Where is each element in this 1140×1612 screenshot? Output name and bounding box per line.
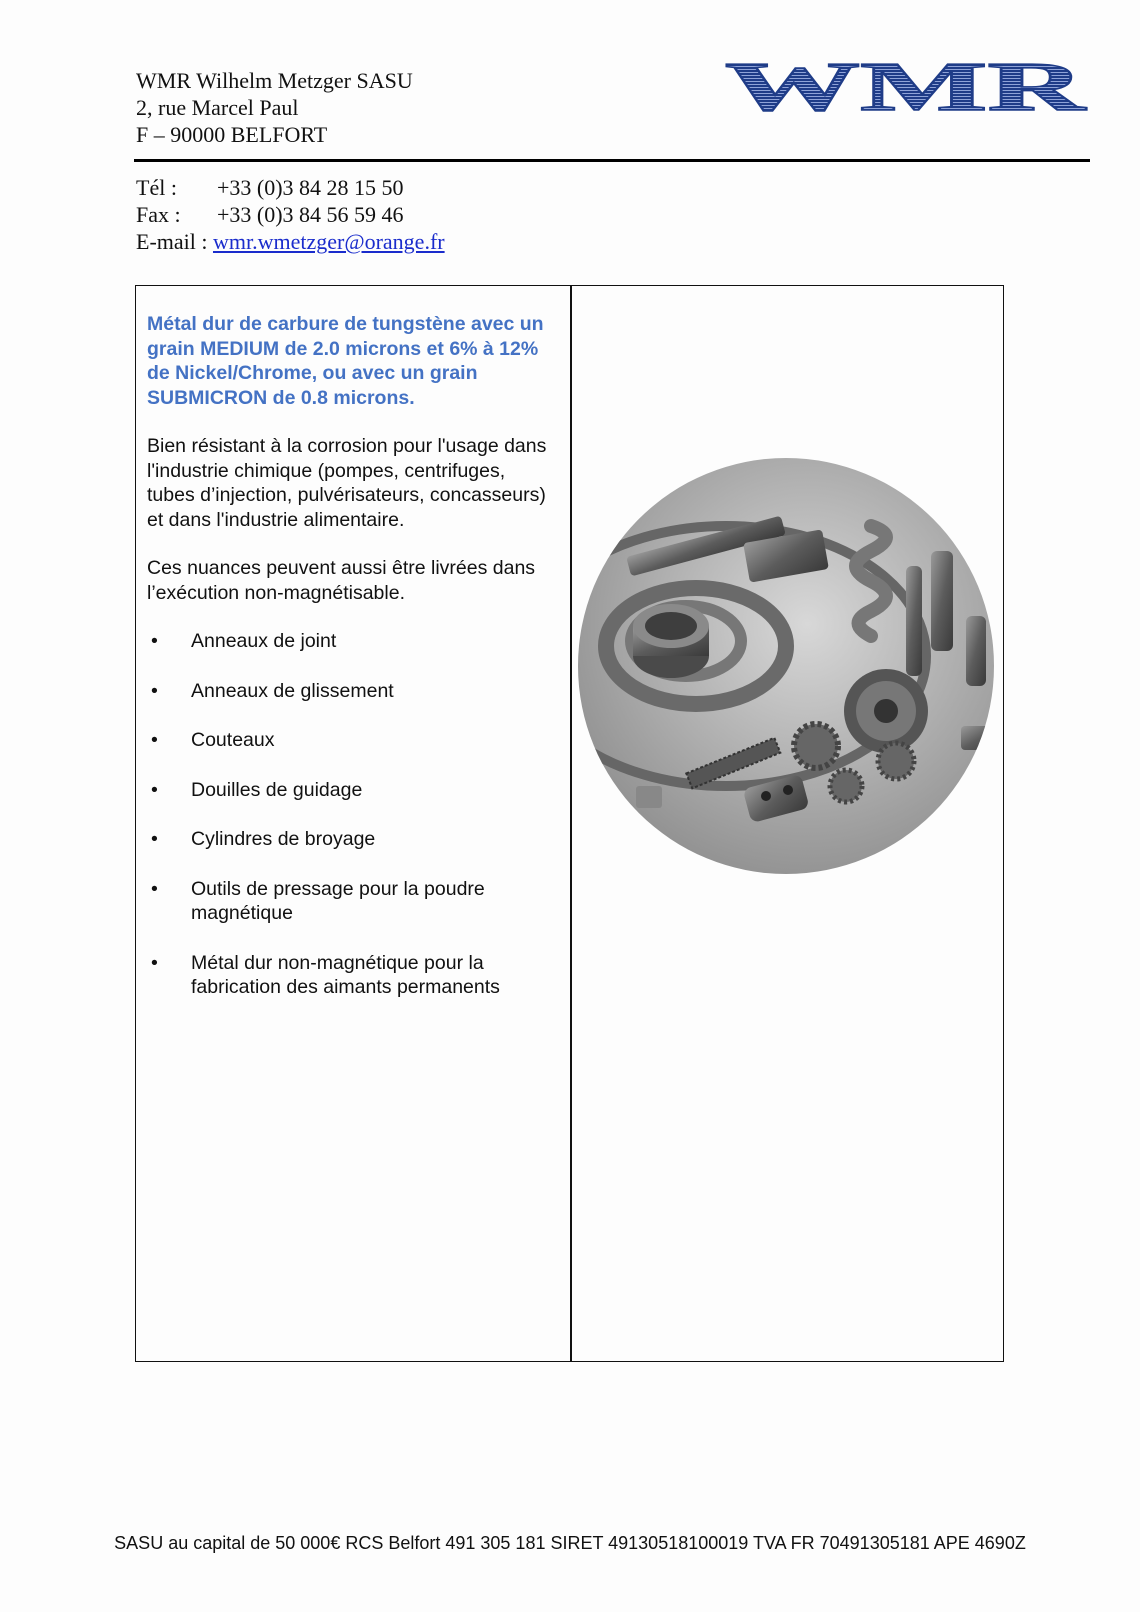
- contact-block: [136, 174, 445, 255]
- list-item: [147, 679, 557, 704]
- header-rule: [134, 159, 1090, 162]
- corrosion-paragraph: Bien résistant à la corrosion pour l'usage dans l'industrie chimique (pompes, centrifuges, tubes d’injection, pulvérisateurs, concasseurs) et dans l'industrie alimentaire.: [147, 435, 547, 531]
- list-item: [147, 629, 557, 654]
- bullet-icon: •: [151, 630, 158, 652]
- fax-label: Fax :: [136, 202, 181, 227]
- bullet-icon: •: [151, 877, 158, 900]
- list-item-label: Anneaux de glissement: [191, 679, 394, 702]
- list-item-label: Cylindres de broyage: [191, 828, 376, 850]
- bullet-icon: •: [151, 778, 158, 801]
- nonmagnetic-paragraph: Ces nuances peuvent aussi être livrées dans l’exécution non-magnétisable.: [147, 557, 536, 604]
- fax-row: [136, 201, 445, 228]
- list-item: [147, 877, 557, 926]
- bullet-icon: •: [151, 828, 158, 850]
- applications-list: [147, 629, 557, 1000]
- product-heading: Métal dur de carbure de tungstène avec un grain MEDIUM de 2.0 microns et 6% à 12% de Nickel/Chrome, ou avec un grain SUBMICRON de 0.8 microns.: [147, 313, 544, 409]
- company-address: [136, 67, 413, 148]
- wmr-logo: [720, 54, 1090, 120]
- phone-row: [136, 174, 445, 201]
- logo-text: WMR: [725, 54, 1088, 120]
- list-item-label: Outils de pressage pour la poudre magnétique: [191, 877, 485, 924]
- column-divider: [570, 286, 572, 1361]
- bullet-icon: •: [151, 679, 158, 702]
- list-item: [147, 827, 557, 852]
- list-item: [147, 728, 557, 753]
- phone-label: Tél :: [136, 175, 177, 200]
- description-column: [147, 312, 557, 1025]
- email-link[interactable]: wmr.wmetzger@orange.fr: [212, 229, 445, 254]
- carbide-parts-photo: [576, 456, 996, 876]
- bullet-icon: •: [151, 729, 158, 751]
- email-label: E-mail :: [136, 229, 208, 254]
- company-city: F – 90000 BELFORT: [136, 122, 328, 147]
- phone-value: +33 (0)3 84 28 15 50: [217, 175, 404, 200]
- company-street: 2, rue Marcel Paul: [136, 95, 299, 120]
- bullet-icon: •: [151, 951, 158, 974]
- company-name: WMR Wilhelm Metzger SASU: [136, 68, 413, 93]
- email-row: [136, 228, 445, 255]
- content-table: [135, 285, 1004, 1362]
- list-item: [147, 951, 557, 1000]
- list-item-label: Couteaux: [191, 729, 275, 751]
- legal-footer: SASU au capital de 50 000€ RCS Belfort 491 305 181 SIRET 49130518100019 TVA FR 70491305181 APE 4690Z: [114, 1533, 1026, 1553]
- fax-value: +33 (0)3 84 56 59 46: [217, 202, 404, 227]
- list-item-label: Douilles de guidage: [191, 778, 363, 801]
- list-item-label: Anneaux de joint: [191, 630, 337, 652]
- list-item-label: Métal dur non-magnétique pour la fabrication des aimants permanents: [191, 951, 500, 998]
- list-item: [147, 778, 557, 803]
